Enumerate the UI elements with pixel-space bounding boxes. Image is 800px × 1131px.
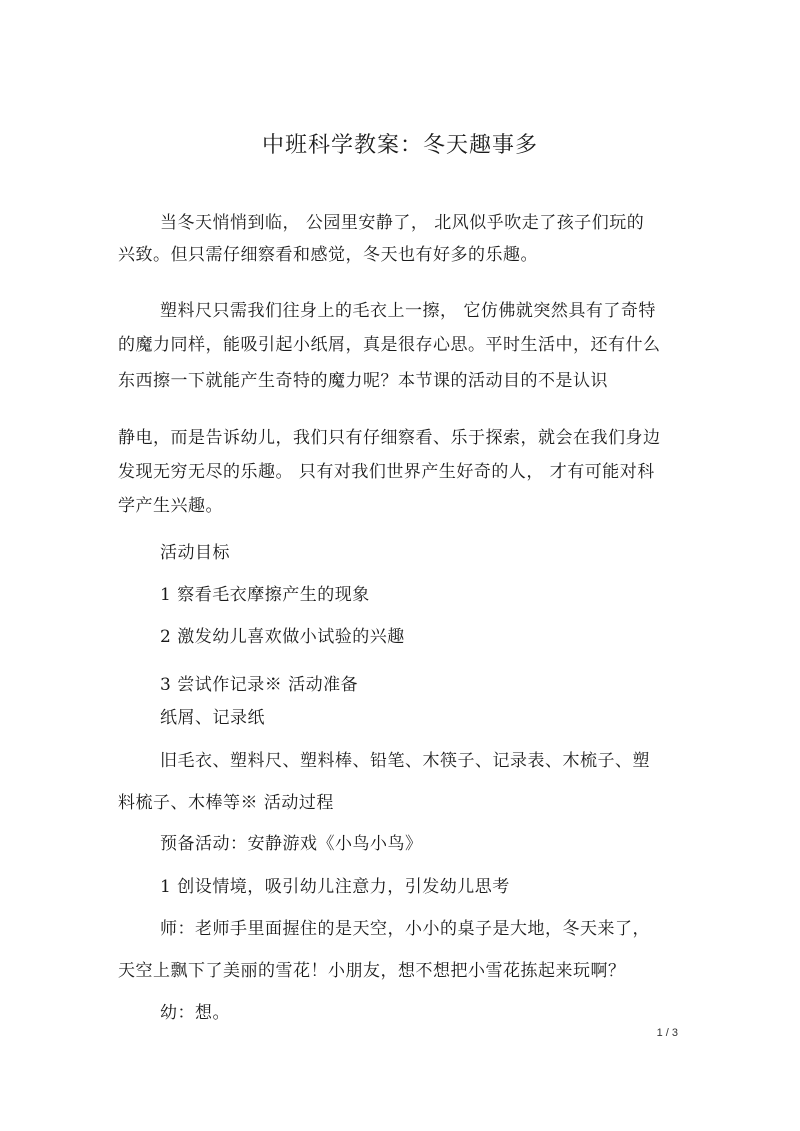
paragraph-line: 静电，而是告诉幼儿，我们只有仔细察看、乐于探索，就会在我们身边 bbox=[118, 428, 661, 448]
list-item: 1 察看毛衣摩擦产生的现象 bbox=[160, 585, 370, 605]
paragraph-line: 学产生兴趣。 bbox=[118, 496, 223, 516]
paragraph-line: 预备活动：安静游戏《小鸟小鸟》 bbox=[160, 834, 423, 854]
paragraph-line: 纸屑、记录纸 bbox=[160, 708, 265, 728]
section-heading: 活动目标 bbox=[160, 543, 230, 563]
paragraph-line: 当冬天悄悄到临， 公园里安静了， 北风似乎吹走了孩子们玩的 bbox=[160, 213, 645, 233]
page-number: 1 / 3 bbox=[656, 1027, 678, 1039]
paragraph-line: 料梳子、木棒等※ 活动过程 bbox=[118, 793, 334, 813]
list-item: 3 尝试作记录※ 活动准备 bbox=[160, 675, 359, 695]
list-item: 1 创设情境，吸引幼儿注意力，引发幼儿思考 bbox=[160, 877, 510, 897]
paragraph-line: 的魔力同样，能吸引起小纸屑，真是很存心思。平时生活中，还有什么 bbox=[118, 335, 661, 355]
document-title: 中班科学教案：冬天趣事多 bbox=[261, 133, 538, 158]
paragraph-line: 塑料尺只需我们往身上的毛衣上一擦， 它仿佛就突然具有了奇特 bbox=[160, 301, 656, 321]
paragraph-line: 兴致。但只需仔细察看和感觉，冬天也有好多的乐趣。 bbox=[118, 245, 538, 265]
paragraph-line: 东西擦一下就能产生奇特的魔力呢？本节课的活动目的不是认识 bbox=[118, 371, 608, 391]
paragraph-line: 师：老师手里面握住的是天空，小小的桌子是大地，冬天来了， bbox=[160, 919, 650, 939]
paragraph-line: 幼：想。 bbox=[160, 1003, 230, 1023]
paragraph-line: 天空上飘下了美丽的雪花！小朋友，想不想把小雪花拣起来玩啊？ bbox=[118, 961, 626, 981]
paragraph-line: 发现无穷无尽的乐趣。 只有对我们世界产生好奇的人， 才有可能对科 bbox=[118, 462, 655, 482]
list-item: 2 激发幼儿喜欢做小试验的兴趣 bbox=[160, 627, 405, 647]
paragraph-line: 旧毛衣、塑料尺、塑料棒、铅笔、木筷子、记录表、木梳子、塑 bbox=[160, 751, 650, 771]
